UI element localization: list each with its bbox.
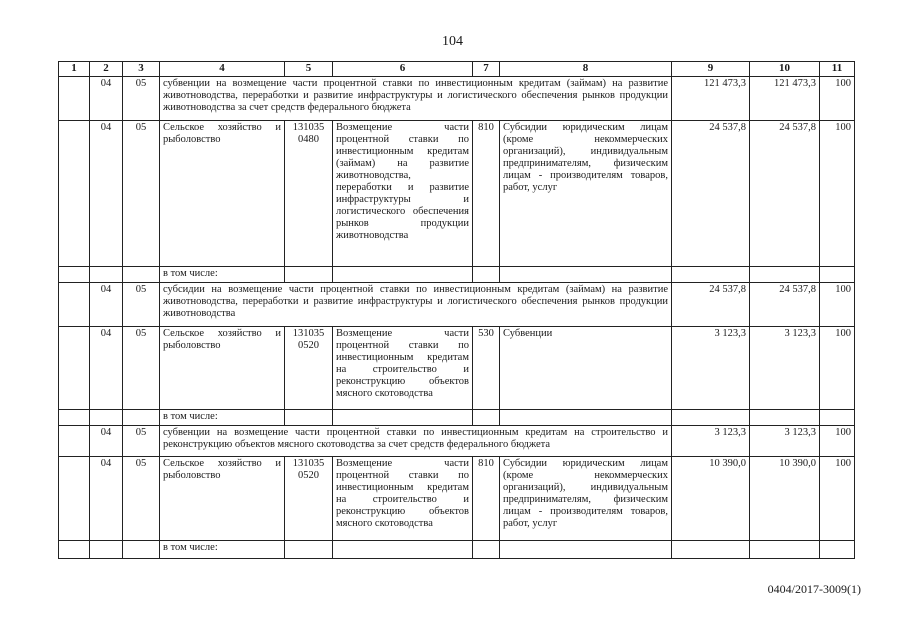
cell-value-9: 24 537,8 (672, 121, 750, 267)
cell-percent: 100 (820, 426, 855, 457)
cell-target-name (333, 541, 473, 559)
cell-col1 (59, 267, 90, 283)
cell-expense-name: Субвенции (500, 327, 672, 410)
cell-expense-code (473, 541, 500, 559)
cell-section: 04 (90, 327, 123, 410)
header-row (59, 62, 855, 77)
cell-expense-name (500, 267, 672, 283)
cell-section-name: Сельское хозяйство и рыболовство (160, 121, 285, 267)
cell-subsection: 05 (123, 426, 160, 457)
cell-percent (820, 267, 855, 283)
column-header: 2 (90, 62, 123, 77)
cell-percent: 100 (820, 121, 855, 267)
cell-subsection (123, 267, 160, 283)
column-header: 5 (285, 62, 333, 77)
cell-expense-name (500, 541, 672, 559)
column-header: 7 (473, 62, 500, 77)
cell-description: субвенции на возмещение части процентной ставки по инвестиционным кредитам на строительство и реконструкцию объектов мясного скотоводства за счет средств федерального бюджета (160, 426, 672, 457)
cell-section (90, 410, 123, 426)
cell-expense-code: 810 (473, 457, 500, 541)
cell-section (90, 267, 123, 283)
column-header: 3 (123, 62, 160, 77)
cell-description: субсидии на возмещение части процентной ставки по инвестиционным кредитам (займам) на развитие животноводства, переработки и развитие инфраструктуры и логистического обеспечения рынков продукции животноводства (160, 283, 672, 327)
cell-section: 04 (90, 283, 123, 327)
table-row (59, 426, 855, 457)
cell-target-name (333, 410, 473, 426)
cell-col1 (59, 410, 90, 426)
table-row (59, 541, 855, 559)
table-row (59, 410, 855, 426)
cell-col1 (59, 121, 90, 267)
cell-col1 (59, 327, 90, 410)
cell-including-label: в том числе: (160, 541, 285, 559)
column-header: 8 (500, 62, 672, 77)
cell-value-10: 3 123,3 (750, 327, 820, 410)
cell-section (90, 541, 123, 559)
cell-including-label: в том числе: (160, 267, 285, 283)
cell-subsection: 05 (123, 121, 160, 267)
cell-col1 (59, 283, 90, 327)
cell-section-name: Сельское хозяйство и рыболовство (160, 457, 285, 541)
cell-expense-code: 530 (473, 327, 500, 410)
cell-value-9: 3 123,3 (672, 327, 750, 410)
cell-value-9 (672, 267, 750, 283)
table-row (59, 457, 855, 541)
cell-section: 04 (90, 457, 123, 541)
cell-percent (820, 541, 855, 559)
cell-percent: 100 (820, 457, 855, 541)
cell-target-code: 131035 0520 (285, 327, 333, 410)
cell-percent: 100 (820, 327, 855, 410)
column-header: 10 (750, 62, 820, 77)
cell-expense-code (473, 410, 500, 426)
cell-target-name: Возмещение части процентной ставки по инвестиционным кредитам на строительство и реконструкцию объектов мясного скотоводства (333, 327, 473, 410)
cell-expense-name: Субсидии юридическим лицам (кроме некоммерческих организаций), индивидуальным предпринимателям, физическим лицам - производителям товаров, работ, услуг (500, 457, 672, 541)
cell-section: 04 (90, 77, 123, 121)
cell-value-10: 121 473,3 (750, 77, 820, 121)
table-row (59, 327, 855, 410)
table-row (59, 121, 855, 267)
column-header: 9 (672, 62, 750, 77)
cell-value-10 (750, 267, 820, 283)
column-header: 11 (820, 62, 855, 77)
cell-subsection: 05 (123, 77, 160, 121)
cell-value-10: 10 390,0 (750, 457, 820, 541)
cell-subsection: 05 (123, 283, 160, 327)
cell-target-name: Возмещение части процентной ставки по инвестиционным кредитам на строительство и реконструкцию объектов мясного скотоводства (333, 457, 473, 541)
cell-target-code (285, 267, 333, 283)
cell-section-name: Сельское хозяйство и рыболовство (160, 327, 285, 410)
table-row (59, 267, 855, 283)
cell-description: субвенции на возмещение части процентной ставки по инвестиционным кредитам (займам) на развитие животноводства, переработки и развитие инфраструктуры и логистического обеспечения рынков продукции животноводства за счет средств федерального бюджета (160, 77, 672, 121)
cell-col1 (59, 77, 90, 121)
cell-expense-name: Субсидии юридическим лицам (кроме некоммерческих организаций), индивидуальным предпринимателям, физическим лицам - производителям товаров, работ, услуг (500, 121, 672, 267)
cell-value-10 (750, 410, 820, 426)
cell-value-9: 10 390,0 (672, 457, 750, 541)
cell-value-9 (672, 541, 750, 559)
cell-expense-name (500, 410, 672, 426)
page-number: 104 (442, 34, 463, 49)
cell-value-10 (750, 541, 820, 559)
cell-target-name: Возмещение части процентной ставки по инвестиционным кредитам (займам) на развитие животноводства, переработки и развитие инфраструктуры и логистического обеспечения рынков продукции животноводства (333, 121, 473, 267)
cell-value-9 (672, 410, 750, 426)
cell-subsection (123, 541, 160, 559)
cell-percent: 100 (820, 77, 855, 121)
cell-col1 (59, 426, 90, 457)
document-code: 0404/2017-3009(1) (767, 582, 861, 596)
cell-subsection: 05 (123, 457, 160, 541)
column-header: 6 (333, 62, 473, 77)
cell-percent: 100 (820, 283, 855, 327)
cell-target-name (333, 267, 473, 283)
cell-expense-code (473, 267, 500, 283)
cell-percent (820, 410, 855, 426)
cell-col1 (59, 541, 90, 559)
cell-target-code: 131035 0480 (285, 121, 333, 267)
cell-value-9: 24 537,8 (672, 283, 750, 327)
table-row (59, 77, 855, 121)
cell-value-10: 3 123,3 (750, 426, 820, 457)
cell-value-10: 24 537,8 (750, 283, 820, 327)
cell-including-label: в том числе: (160, 410, 285, 426)
column-header: 4 (160, 62, 285, 77)
cell-target-code (285, 410, 333, 426)
cell-col1 (59, 457, 90, 541)
cell-value-9: 3 123,3 (672, 426, 750, 457)
cell-expense-code: 810 (473, 121, 500, 267)
cell-value-9: 121 473,3 (672, 77, 750, 121)
table-row (59, 283, 855, 327)
cell-target-code: 131035 0520 (285, 457, 333, 541)
budget-table (58, 61, 855, 559)
cell-section: 04 (90, 121, 123, 267)
cell-section: 04 (90, 426, 123, 457)
cell-subsection (123, 410, 160, 426)
cell-subsection: 05 (123, 327, 160, 410)
column-header: 1 (59, 62, 90, 77)
cell-target-code (285, 541, 333, 559)
cell-value-10: 24 537,8 (750, 121, 820, 267)
